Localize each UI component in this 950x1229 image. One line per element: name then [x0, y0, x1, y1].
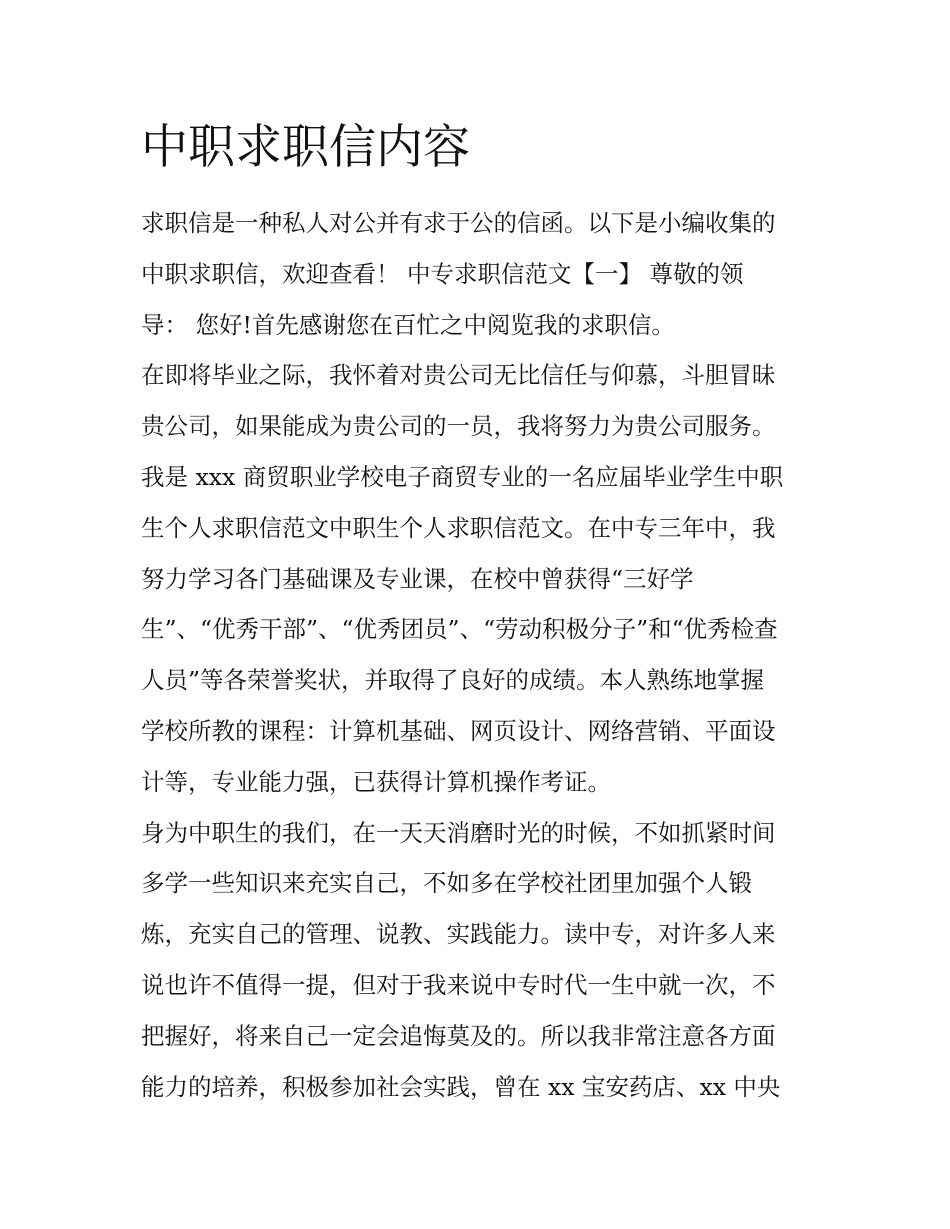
document-title: 中职求职信内容 [141, 120, 470, 175]
text-line: 身为中职生的我们，在一天天消磨时光的时候，不如抓紧时间 [141, 818, 776, 847]
text-line: 求职信是一种私人对公并有求于公的信函。以下是小编收集的 [141, 209, 776, 237]
text-line: 计等，专业能力强，已获得计算机操作考证。 [141, 767, 611, 796]
text-line: 中职求职信，欢迎查看！ 中专求职信范文【一】 尊敬的领 [141, 259, 744, 288]
text-line: 生”、“优秀干部”、“优秀团员”、“劳动积极分子”和“优秀检查 [141, 615, 778, 644]
text-line: 在即将毕业之际，我怀着对贵公司无比信任与仰慕，斗胆冒昧 [141, 361, 776, 390]
text-line: 把握好，将来自己一定会追悔莫及的。所以我非常注意各方面 [141, 1021, 776, 1050]
text-line: 人员”等各荣誉奖状，并取得了良好的成绩。本人熟练地掌握 [141, 666, 765, 695]
text-line: 多学一些知识来充实自己，不如多在学校社团里加强个人锻 [141, 869, 752, 898]
text-line: 说也许不值得一提，但对于我来说中专时代一生中就一次，不 [141, 970, 776, 999]
text-line: 导： 您好!首先感谢您在百忙之中阅览我的求职信。 [141, 310, 675, 339]
document-body [141, 198, 821, 1112]
text-line: 学校所教的课程：计算机基础、网页设计、网络营销、平面设 [141, 716, 776, 745]
text-line: 努力学习各门基础课及专业课，在校中曾获得“三好学 [141, 564, 694, 593]
text-line: 炼，充实自己的管理、说教、实践能力。读中专，对许多人来 [141, 920, 776, 949]
text-line: 我是 xxx 商贸职业学校电子商贸专业的一名应届毕业学生中职 [141, 462, 784, 491]
text-line: 能力的培养，积极参加社会实践，曾在 xx 宝安药店、xx 中央 [141, 1072, 781, 1101]
text-line: 生个人求职信范文中职生个人求职信范文。在中专三年中，我 [141, 513, 776, 542]
text-line: 贵公司，如果能成为贵公司的一员，我将努力为贵公司服务。 [141, 412, 776, 441]
